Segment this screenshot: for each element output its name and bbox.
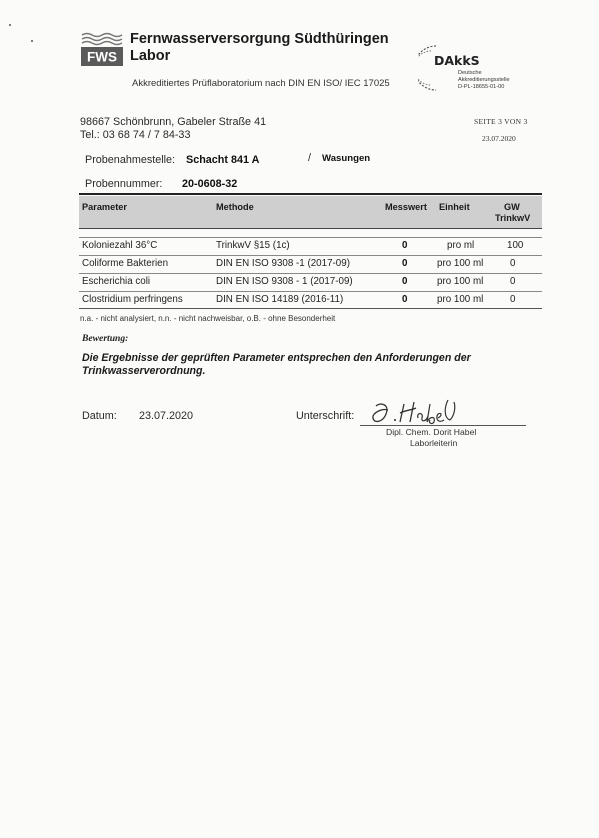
header-value: Messwert <box>385 202 427 212</box>
table-header <box>79 196 542 228</box>
dakks-subtitle <box>458 70 510 90</box>
row-divider <box>79 237 542 238</box>
accreditation-line: Akkreditiertes Prüflaboratorium nach DIN EN ISO/ IEC 17025 <box>132 78 390 89</box>
header-unit: Einheit <box>439 202 470 212</box>
signature-line <box>360 425 526 426</box>
assessment-label: Bewertung: <box>82 333 129 344</box>
header-limit-line1: GW <box>504 202 520 212</box>
cell-parameter: Koloniezahl 36°C <box>82 240 158 251</box>
row-divider <box>79 255 542 256</box>
org-name <box>130 31 389 65</box>
cell-value: 0 <box>402 276 408 287</box>
signer-role: Laborleiterin <box>410 438 458 448</box>
table-top-rule <box>79 193 542 195</box>
date-value: 23.07.2020 <box>139 410 194 422</box>
cell-limit: 0 <box>510 294 516 305</box>
cell-unit: pro 100 ml <box>437 294 484 305</box>
signer-block <box>386 427 476 449</box>
row-divider <box>79 273 542 274</box>
location-value: Schacht 841 A <box>186 154 260 166</box>
cell-method: DIN EN ISO 9308 - 1 (2017-09) <box>216 276 353 287</box>
cell-limit: 100 <box>507 240 524 251</box>
cell-parameter: Escherichia coli <box>82 276 151 287</box>
sample-number-value: 20-0608-32 <box>182 178 238 190</box>
address-line1: 98667 Schönbrunn, Gabeler Straße 41 <box>80 116 267 128</box>
fws-logo <box>80 32 124 68</box>
cell-method: DIN EN ISO 14189 (2016-11) <box>216 294 344 305</box>
signer-name: Dipl. Chem. Dorit Habel <box>386 427 477 437</box>
header-method: Methode <box>216 202 254 212</box>
cell-limit: 0 <box>510 276 516 287</box>
address-line2: Tel.: 03 68 74 / 7 84-33 <box>80 129 191 141</box>
cell-unit: pro ml <box>447 240 475 251</box>
cell-method: DIN EN ISO 9308 -1 (2017-09) <box>216 258 350 269</box>
dakks-title: DAkkS <box>434 53 480 68</box>
cell-method: TrinkwV §15 (1c) <box>216 240 290 251</box>
table-bottom-rule <box>79 308 542 309</box>
address <box>80 116 266 142</box>
place-value: Wasungen <box>322 153 371 164</box>
cell-parameter: Coliforme Bakterien <box>82 258 169 269</box>
page-date: 23.07.2020 <box>482 134 516 143</box>
cell-unit: pro 100 ml <box>437 276 484 287</box>
sample-number-label: Probennummer: <box>85 178 163 190</box>
header-parameter: Parameter <box>82 202 127 212</box>
assessment-text: Die Ergebnisse der geprüften Parameter entsprechen den Anforderungen der Trinkwasserverordnung. <box>82 352 471 377</box>
page-number: SEITE 3 VON 3 <box>474 117 528 126</box>
org-name-line1: Fernwasserversorgung Südthüringen <box>130 31 389 47</box>
cell-unit: pro 100 ml <box>437 258 484 269</box>
table-header-rule <box>79 228 542 229</box>
cell-value: 0 <box>402 240 408 251</box>
cell-value: 0 <box>402 258 408 269</box>
header-limit-line2: TrinkwV <box>495 213 531 223</box>
table-footnote: n.a. - nicht analysiert, n.n. - nicht nachweisbar, o.B. - ohne Besonderheit <box>80 314 336 323</box>
location-separator: / <box>308 152 311 164</box>
date-label: Datum: <box>82 410 117 422</box>
signature-label: Unterschrift: <box>296 410 355 422</box>
dakks-line3: D-PL-18655-01-00 <box>458 83 505 90</box>
cell-limit: 0 <box>510 258 516 269</box>
cell-parameter: Clostridium perfringens <box>82 294 183 305</box>
org-name-line2: Labor <box>130 48 171 64</box>
scan-dot <box>31 40 33 42</box>
dakks-line2: Akkreditierungsstelle <box>458 76 510 83</box>
cell-value: 0 <box>402 294 408 305</box>
scan-dot <box>9 24 11 26</box>
location-label: Probenahmestelle: <box>85 154 176 166</box>
fws-logo-text: FWS <box>87 49 117 65</box>
row-divider <box>79 291 542 292</box>
dakks-line1: Deutsche <box>458 70 482 76</box>
